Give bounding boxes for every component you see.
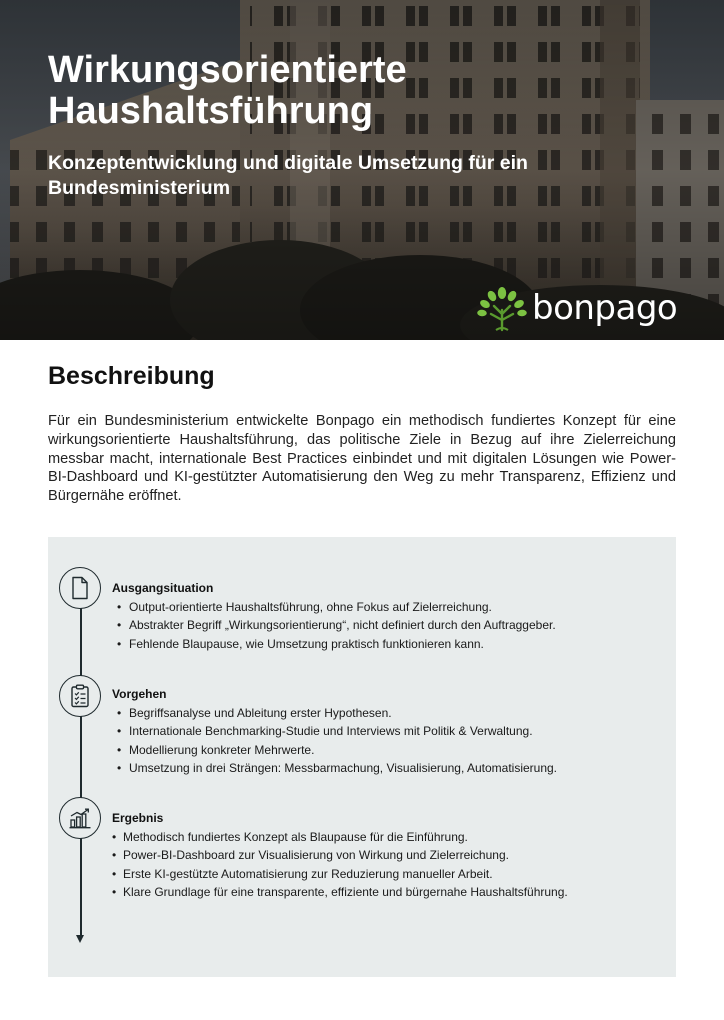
list-item: • Fehlende Blaupause, wie Umsetzung praktisch funktionieren kann. xyxy=(112,635,662,653)
bar-chart-growth-icon xyxy=(59,797,101,839)
step-list xyxy=(112,704,662,777)
document-icon xyxy=(59,567,101,609)
page-title: Wirkungsorientierte Haushaltsführung xyxy=(48,49,407,132)
step-list xyxy=(112,828,662,901)
step-ergebnis xyxy=(112,811,662,901)
timeline-panel xyxy=(48,537,676,977)
bonpago-logo xyxy=(474,284,677,332)
timeline-line xyxy=(80,584,82,936)
tree-logo-icon xyxy=(474,284,530,332)
description-heading: Beschreibung xyxy=(48,362,215,390)
list-item: • Methodisch fundiertes Konzept als Blaupause für die Einführung. xyxy=(112,828,662,846)
list-item: • Power-BI-Dashboard zur Visualisierung von Wirkung und Zielerreichung. xyxy=(112,846,662,864)
step-ausgangsituation xyxy=(112,581,662,653)
list-item: • Abstrakter Begriff „Wirkungsorientierung“, nicht definiert durch den Auftraggeber. xyxy=(112,616,662,634)
arrow-down-icon xyxy=(76,935,84,943)
clipboard-checklist-icon xyxy=(59,675,101,717)
list-item: • Internationale Benchmarking-Studie und Interviews mit Politik & Verwaltung. xyxy=(112,722,662,740)
page-subtitle: Konzeptentwicklung und digitale Umsetzung für ein Bundesministerium xyxy=(48,152,528,199)
hero-banner xyxy=(0,0,724,340)
step-title: Vorgehen xyxy=(112,687,167,701)
step-vorgehen xyxy=(112,687,662,777)
logo-wordmark: bonpago xyxy=(532,288,678,328)
step-title: Ergebnis xyxy=(112,811,164,825)
list-item: • Erste KI-gestützte Automatisierung zur Reduzierung manueller Arbeit. xyxy=(112,865,662,883)
list-item: • Klare Grundlage für eine transparente, effiziente und bürgernahe Haushaltsführung. xyxy=(112,883,662,901)
list-item: • Modellierung konkreter Mehrwerte. xyxy=(112,741,662,759)
step-list xyxy=(112,598,662,653)
list-item: • Umsetzung in drei Strängen: Messbarmachung, Visualisierung, Automatisierung. xyxy=(112,759,662,777)
list-item: • Begriffsanalyse und Ableitung erster Hypothesen. xyxy=(112,704,662,722)
step-title: Ausgangsituation xyxy=(112,581,214,595)
description-text: Für ein Bundesministerium entwickelte Bonpago ein methodisch fundiertes Konzept für eine wirkungsorientierte Haushaltsführung, das politische Ziele in Bezug auf ihre Zielerreichung messbar macht, internationale Best Practices einbindet und mit digitalen Lösungen wie Power-BI-Dashboard und KI-gestützter Automatisierung den Weg zu mehr Transparenz, Effizienz und Bürgernähe eröffnet. xyxy=(48,413,676,505)
list-item: • Output-orientierte Haushaltsführung, ohne Fokus auf Zielerreichung. xyxy=(112,598,662,616)
